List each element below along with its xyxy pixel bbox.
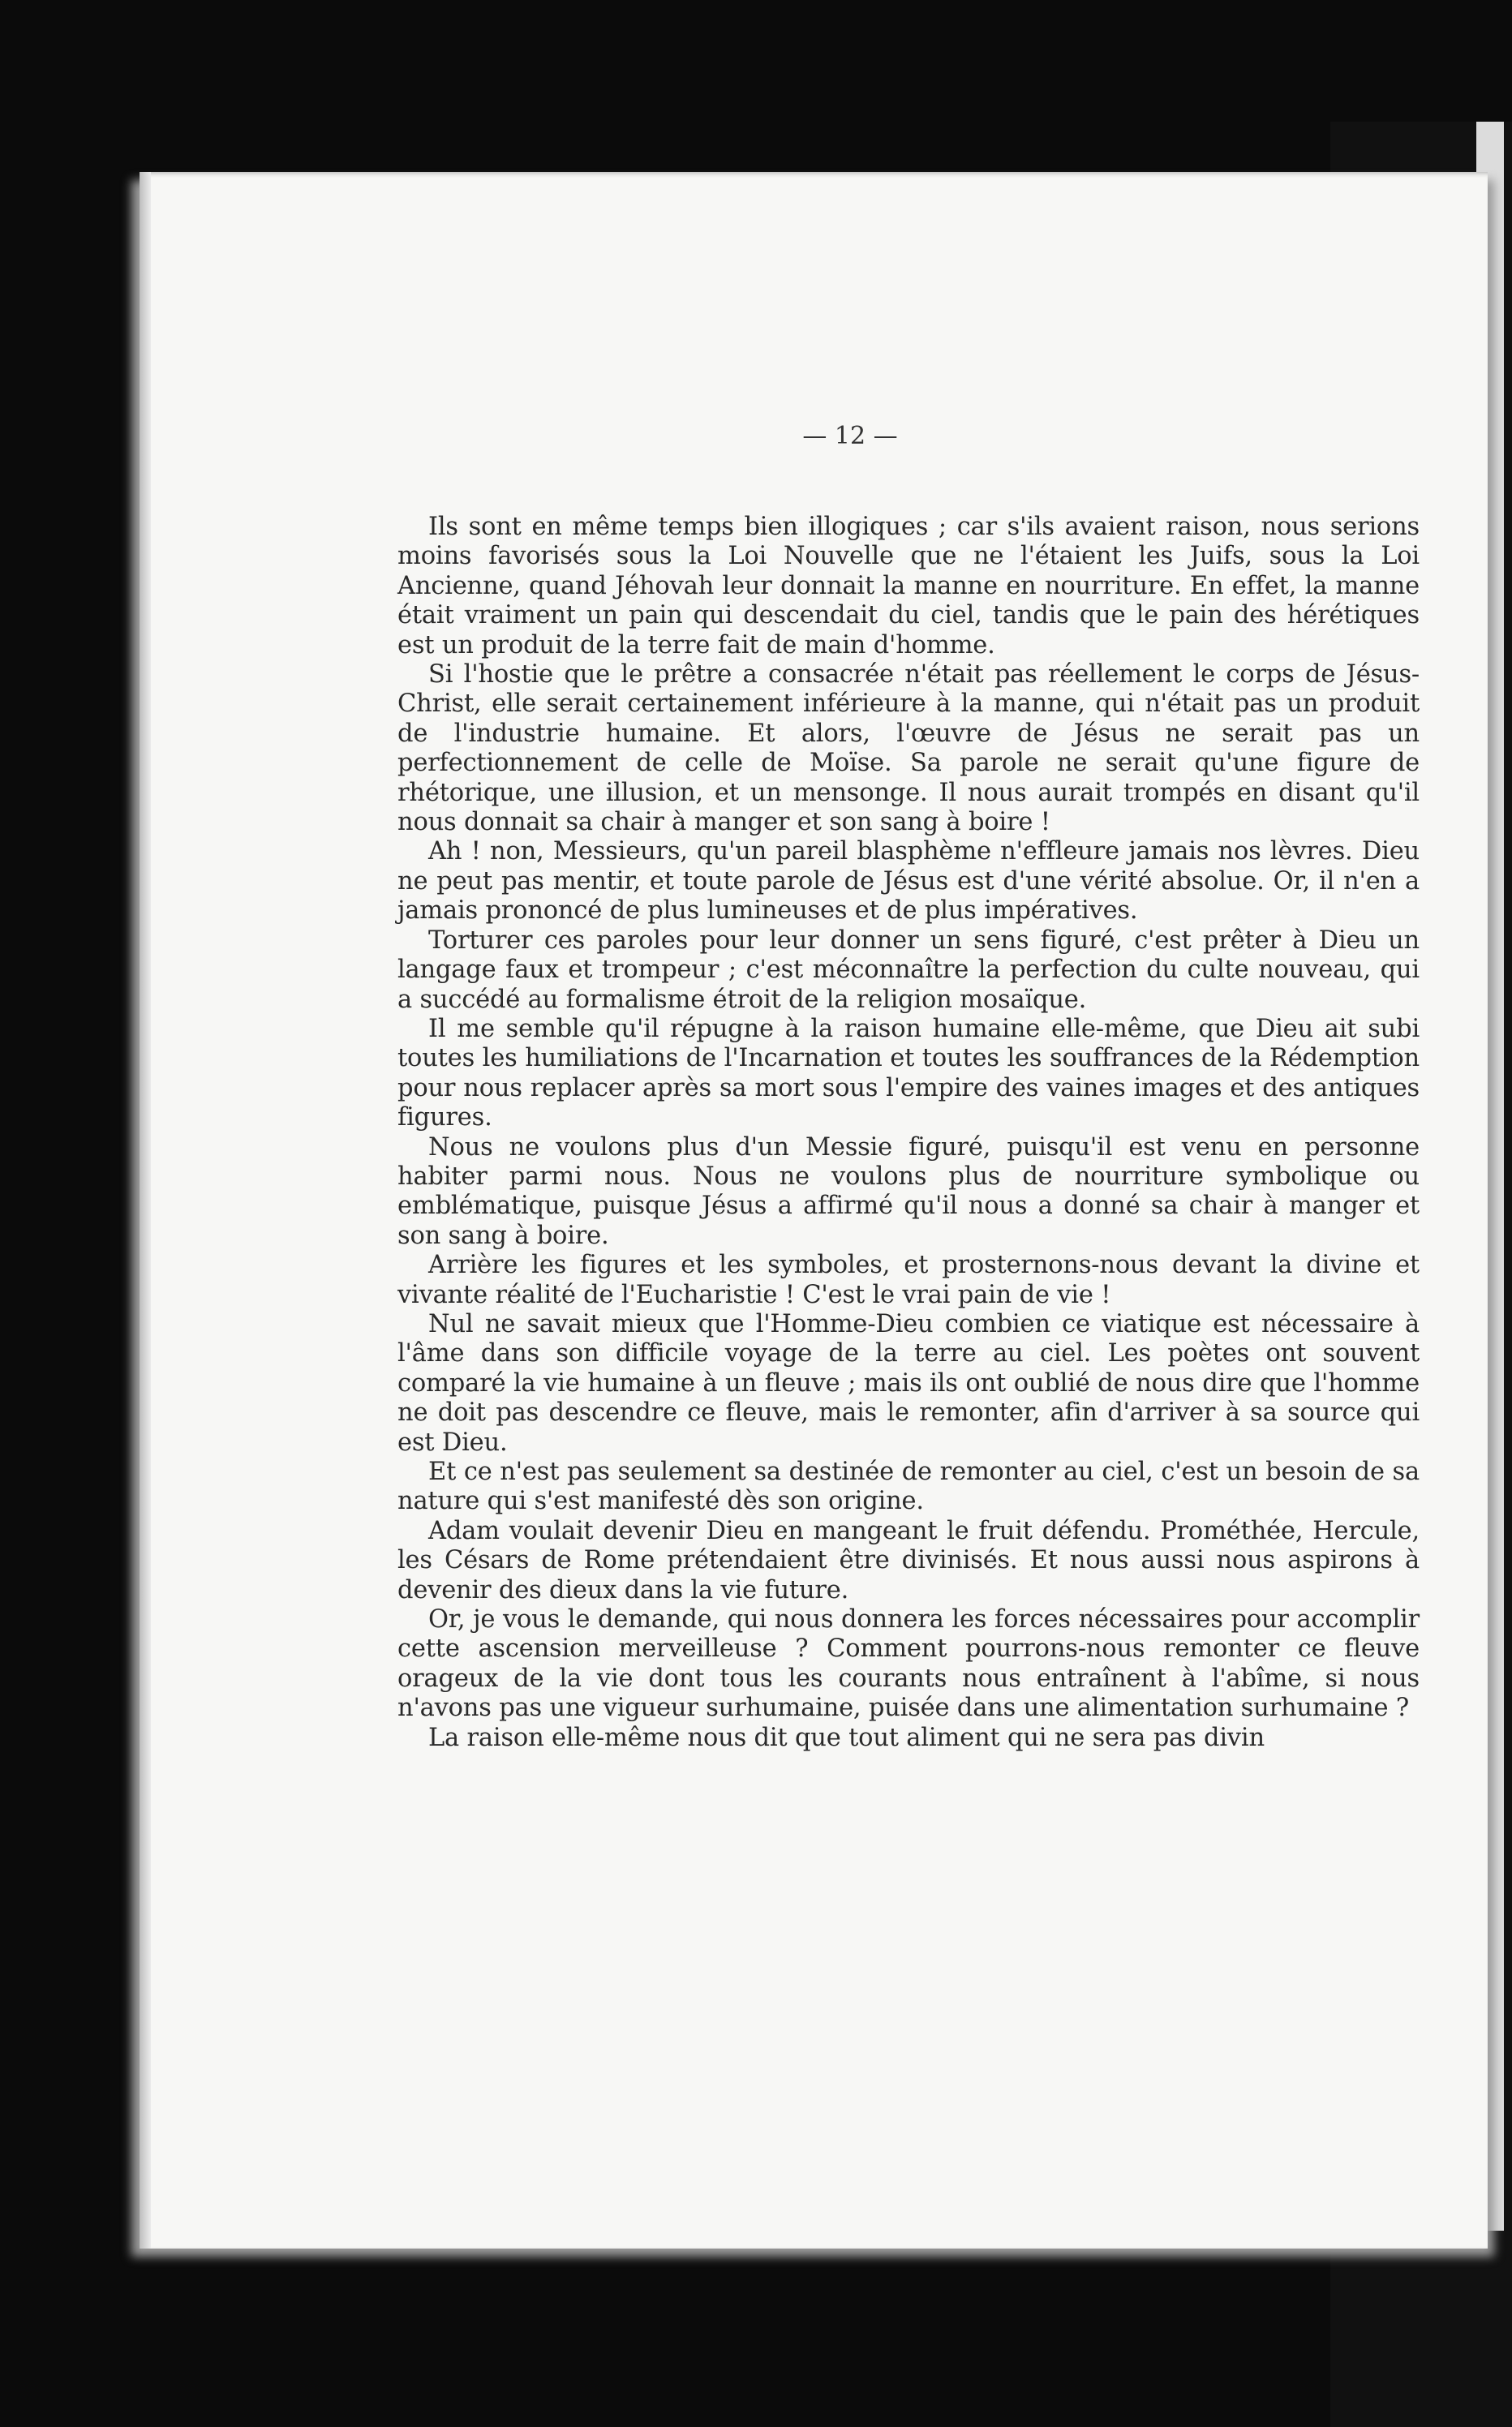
paragraph-3: Ah ! non, Messieurs, qu'un pareil blasphème n'effleure jamais nos lèvres. Dieu ne peut pas mentir, et toute parole de Jésus est d'une vérité absolue. Or, il n'en a jamais prononcé de plus lumineuses et de plus impératives.	[397, 837, 1420, 926]
paragraph-5: Il me semble qu'il répugne à la raison humaine elle-même, que Dieu ait subi toutes les humiliations de l'Incarnation et toutes les souffrances de la Rédemption pour nous replacer après sa mort sous l'empire des vaines images et des antiques figures.	[397, 1014, 1420, 1132]
page-gutter-shadow	[140, 172, 151, 2249]
paragraph-8: Nul ne savait mieux que l'Homme-Dieu combien ce viatique est nécessaire à l'âme dans son difficile voyage de la terre au ciel. Les poètes ont souvent comparé la vie humaine à un fleuve ; mais ils ont oublié de nous dire que l'homme ne doit pas descendre ce fleuve, mais le remonter, afin d'arriver à sa source qui est Dieu.	[397, 1309, 1420, 1457]
paragraph-4: Torturer ces paroles pour leur donner un sens figuré, c'est prêter à Dieu un langage faux et trompeur ; c'est méconnaître la perfection du culte nouveau, qui a succédé au formalisme étroit de la religion mosaïque.	[397, 926, 1420, 1014]
paragraph-7: Arrière les figures et les symboles, et prosternons-nous devant la divine et vivante réalité de l'Eucharistie ! C'est le vrai pain de vie !	[397, 1251, 1420, 1309]
paragraph-1: Ils sont en même temps bien illogiques ; car s'ils avaient raison, nous serions moins favorisés sous la Loi Nouvelle que ne l'étaient les Juifs, sous la Loi Ancienne, quand Jéhovah leur donnait la manne en nourriture. En effet, la manne était vraiment un pain qui descendait du ciel, tandis que le pain des hérétiques est un produit de la terre fait de main d'homme.	[397, 513, 1420, 659]
body-text	[397, 513, 1420, 1753]
paragraph-12: La raison elle-même nous dit que tout aliment qui ne sera pas divin	[428, 1723, 1265, 1752]
paragraph-10: Adam voulait devenir Dieu en mangeant le fruit défendu. Prométhée, Hercule, les Césars de Rome prétendaient être divinisés. Et nous aussi nous aspirons à devenir des dieux dans la vie future.	[397, 1516, 1420, 1604]
document-page	[140, 172, 1488, 2249]
paragraph-9: Et ce n'est pas seulement sa destinée de remonter au ciel, c'est un besoin de sa nature qui s'est manifesté dès son origine.	[397, 1458, 1420, 1516]
paragraph-11: Or, je vous le demande, qui nous donnera les forces nécessaires pour accomplir cette ascension merveilleuse ? Comment pourrons-nous remonter ce fleuve orageux de la vie dont tous les courants nous entraînent à l'abîme, si nous n'avons pas une vigueur surhumaine, puisée dans une alimentation surhumaine ?	[397, 1605, 1420, 1723]
paragraph-2: Si l'hostie que le prêtre a consacrée n'était pas réellement le corps de Jésus-Christ, elle serait certainement inférieure à la manne, qui n'était pas un produit de l'industrie humaine. Et alors, l'œuvre de Jésus ne serait pas un perfectionnement de celle de Moïse. Sa parole ne serait qu'une figure de rhétorique, une illusion, et un mensonge. Il nous aurait trompés en disant qu'il nous donnait sa chair à manger et son sang à boire !	[397, 660, 1420, 837]
page-number: — 12 —	[802, 422, 898, 450]
paragraph-6: Nous ne voulons plus d'un Messie figuré, puisqu'il est venu en personne habiter parmi nous. Nous ne voulons plus de nourriture symbolique ou emblématique, puisque Jésus a affirmé qu'il nous a donné sa chair à manger et son sang à boire.	[397, 1132, 1420, 1250]
